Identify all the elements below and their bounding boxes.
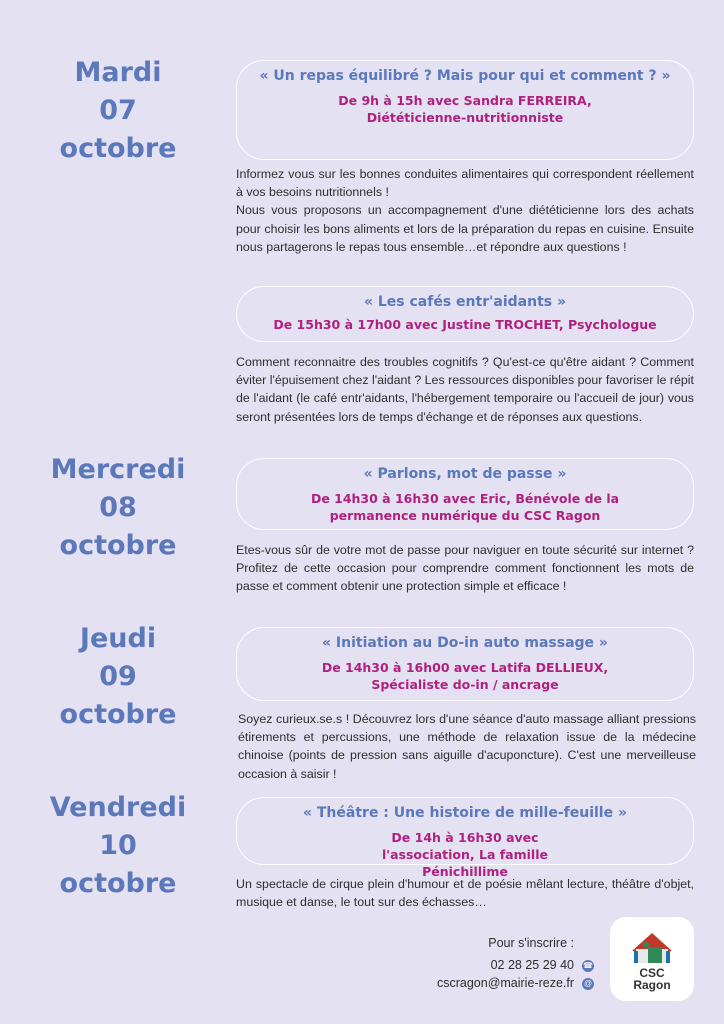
- event-card-repas: [236, 60, 694, 160]
- day-name: Vendredi: [49, 792, 187, 823]
- day-month: octobre: [59, 133, 177, 164]
- description-paragraph: Nous vous proposons un accompagnement d'une diététicienne lors des achats pour choisir les bons aliments et lors de la préparation du repas en cuisine. Ensuite nous partagerons le repas tous ensemble…et répondre aux questions !: [236, 203, 694, 254]
- event-speaker: De 15h30 à 17h00 avec Justine TROCHET, Psychologue: [273, 317, 657, 332]
- event-description: [236, 541, 694, 596]
- phone-icon: ☎: [583, 960, 593, 970]
- day-heading-mardi: [18, 54, 218, 168]
- email-icon: @: [583, 978, 593, 988]
- day-number: 07: [99, 95, 137, 126]
- description-paragraph: Soyez curieux.se.s ! Découvrez lors d'une séance d'auto massage alliant pressions étirements et percussions, une méthode de relaxation issue de la médecine chinoise (points de pression sans aiguille d'acuponcture). C'est une merveilleuse occasion à saisir !: [238, 712, 696, 781]
- event-speaker: De 9h à 15h avec Sandra FERREIRA, Diététicienne-nutritionniste: [338, 93, 592, 125]
- event-description: [238, 710, 696, 783]
- event-speaker: De 14h à 16h30 avec l'association, La famille Pénichillime: [382, 830, 548, 879]
- logo-line1: CSC: [639, 966, 665, 980]
- event-description: [236, 353, 694, 426]
- event-card-mot-de-passe: [236, 458, 694, 530]
- day-number: 09: [99, 661, 137, 692]
- event-title: « Théâtre : Une histoire de mille-feuille »: [302, 805, 628, 821]
- event-card-do-in: [236, 627, 694, 701]
- event-speaker: De 14h30 à 16h00 avec Latifa DELLIEUX, Spécialiste do-in / ancrage: [321, 660, 609, 692]
- day-name: Mardi: [74, 57, 162, 88]
- description-paragraph: Etes-vous sûr de votre mot de passe pour naviguer en toute sécurité sur internet ? Profitez de cette occasion pour comprendre comment fonctionnent les mots de passe et comment obtenir une protection simple et efficace !: [236, 543, 694, 594]
- contact-email: [437, 976, 594, 990]
- day-heading-jeudi: [18, 620, 218, 734]
- day-month: octobre: [59, 699, 177, 730]
- description-paragraph: Comment reconnaitre des troubles cognitifs ? Qu'est-ce qu'être aidant ? Comment éviter l'épuisement chez l'aidant ? Les ressources disponibles pour favoriser le répit de l'aidant (le café entr'aidants, l'hébergement temporaire ou l'accueil de jour) vous seront présentées lors de temps d'échange et de réponses aux questions.: [236, 355, 694, 424]
- event-title: « Un repas équilibré ? Mais pour qui et comment ? »: [259, 68, 671, 84]
- event-card-theatre: [236, 797, 694, 879]
- email-address[interactable]: cscragon@mairie-reze.fr: [436, 976, 574, 990]
- contact-heading: [488, 936, 574, 950]
- day-name: Mercredi: [50, 454, 186, 485]
- description-paragraph: Informez vous sur les bonnes conduites alimentaires qui correspondent réellement à vos besoins nutritionnels !: [236, 167, 694, 200]
- event-title: « Les cafés entr'aidants »: [363, 294, 567, 310]
- event-speaker: De 14h30 à 16h30 avec Eric, Bénévole de la permanence numérique du CSC Ragon: [310, 491, 620, 523]
- contact-phone: [491, 958, 594, 972]
- event-description: [236, 165, 694, 256]
- day-heading-vendredi: [18, 789, 218, 903]
- event-title: « Parlons, mot de passe »: [363, 466, 567, 482]
- contact-heading-text: Pour s'inscrire :: [488, 936, 574, 950]
- day-number: 10: [99, 830, 137, 861]
- phone-number[interactable]: 02 28 25 29 40: [490, 958, 574, 972]
- logo-line2: Ragon: [633, 978, 671, 992]
- event-title: « Initiation au Do-in auto massage »: [322, 635, 608, 651]
- event-card-cafes: [236, 286, 694, 342]
- event-description: [236, 875, 694, 911]
- day-month: octobre: [59, 530, 177, 561]
- day-name: Jeudi: [79, 623, 157, 654]
- day-month: octobre: [59, 868, 177, 899]
- csc-ragon-logo: [610, 917, 694, 1001]
- day-heading-mercredi: [18, 451, 218, 565]
- day-number: 08: [99, 492, 137, 523]
- description-paragraph: Un spectacle de cirque plein d'humour et de poésie mêlant lecture, théâtre d'objet, musique et danse, le tout sur des échasses…: [236, 877, 694, 910]
